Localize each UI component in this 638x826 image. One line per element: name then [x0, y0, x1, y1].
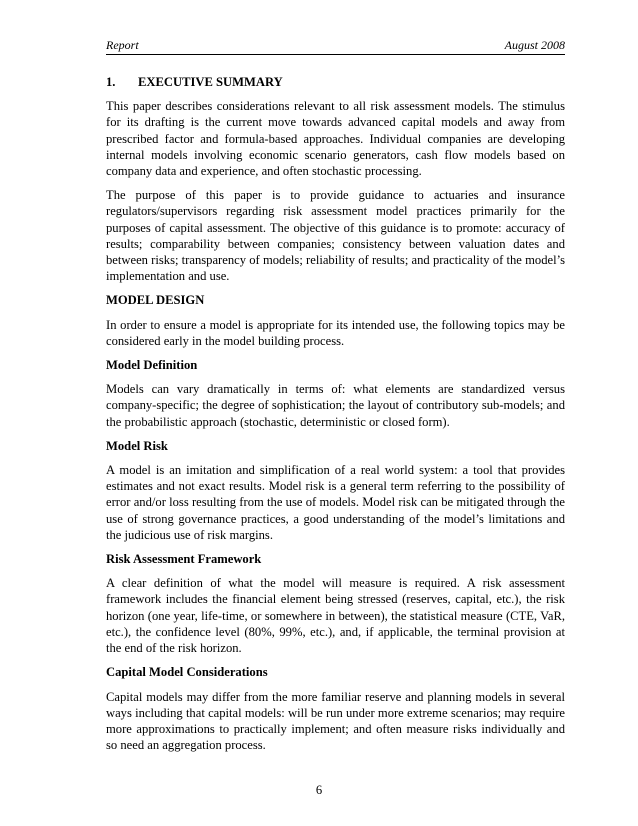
page-number: 6	[315, 783, 323, 797]
model-design-intro: In order to ensure a model is appropriate for its intended use, the following topics may be considered early in the model building process.	[106, 317, 565, 348]
header-report-label: Report	[106, 38, 139, 52]
subsection-heading-risk-assessment-framework: Risk Assessment Framework	[106, 552, 262, 567]
subsection-heading-capital-model-considerations: Capital Model Considerations	[106, 665, 268, 680]
subsection-heading-model-definition: Model Definition	[106, 358, 198, 373]
page-header	[106, 38, 565, 55]
subsection-heading-model-risk: Model Risk	[106, 438, 168, 453]
document-body	[106, 74, 565, 761]
subsection-text-model-risk: A model is an imitation and simplification of a real world system: a tool that provides estimates and not exact results. Model risk is a general term referring to the possibility of error and/or loss resulting from the use of models. Model risk can be mitigated through the use of strong governance practices, a good understanding of the model’s limitations and the judicious use of risk margins.	[106, 463, 565, 542]
subsection-text-risk-assessment-framework: A clear definition of what the model will measure is required. A risk assessment framework includes the financial element being stressed (reserves, capital, etc.), the risk horizon (one year, life-time, or somewhere in between), the statistical measure (CTE, VaR, etc.), the confidence level (80%, 99%, etc.), and, if applicable, the terminal provision at the end of the risk horizon.	[106, 576, 565, 656]
header-date: August 2008	[504, 38, 565, 52]
subsection-text-model-definition: Models can vary dramatically in terms of: what elements are standardized versus company-specific; the degree of sophistication; the layout of contributory sub-models; and the probabilistic approach (stochastic, deterministic or closed form).	[106, 382, 565, 429]
model-design-heading: MODEL DESIGN	[106, 293, 205, 308]
section-heading	[106, 74, 565, 90]
subsection-text-capital-model-considerations: Capital models may differ from the more familiar reserve and planning models in several ways including that capital models: will be run under more extreme scenarios; may require more approximations to practically implement; and often measure risks individually and so need an aggregation process.	[106, 689, 565, 753]
summary-paragraph: The purpose of this paper is to provide guidance to actuaries and insurance regulators/supervisors regarding risk assessment model practices primarily for the purposes of capital assessment. The objective of this guidance is to promote: accuracy of results; comparability between companies; consistency between valuation dates and between risks; transparency of models; reliability of results; and practicality of the model’s implementation and use.	[106, 188, 565, 284]
section-title: EXECUTIVE SUMMARY	[138, 75, 283, 89]
summary-paragraph: This paper describes considerations relevant to all risk assessment models. The stimulus for its drafting is the current move towards advanced capital models and away from prescribed factor and formula-based approaches. Individual companies are developing internal models involving economic scenario generators, cash flow models based on company data and experience, and often stochastic processing.	[106, 99, 565, 179]
section-number: 1.	[106, 75, 116, 89]
